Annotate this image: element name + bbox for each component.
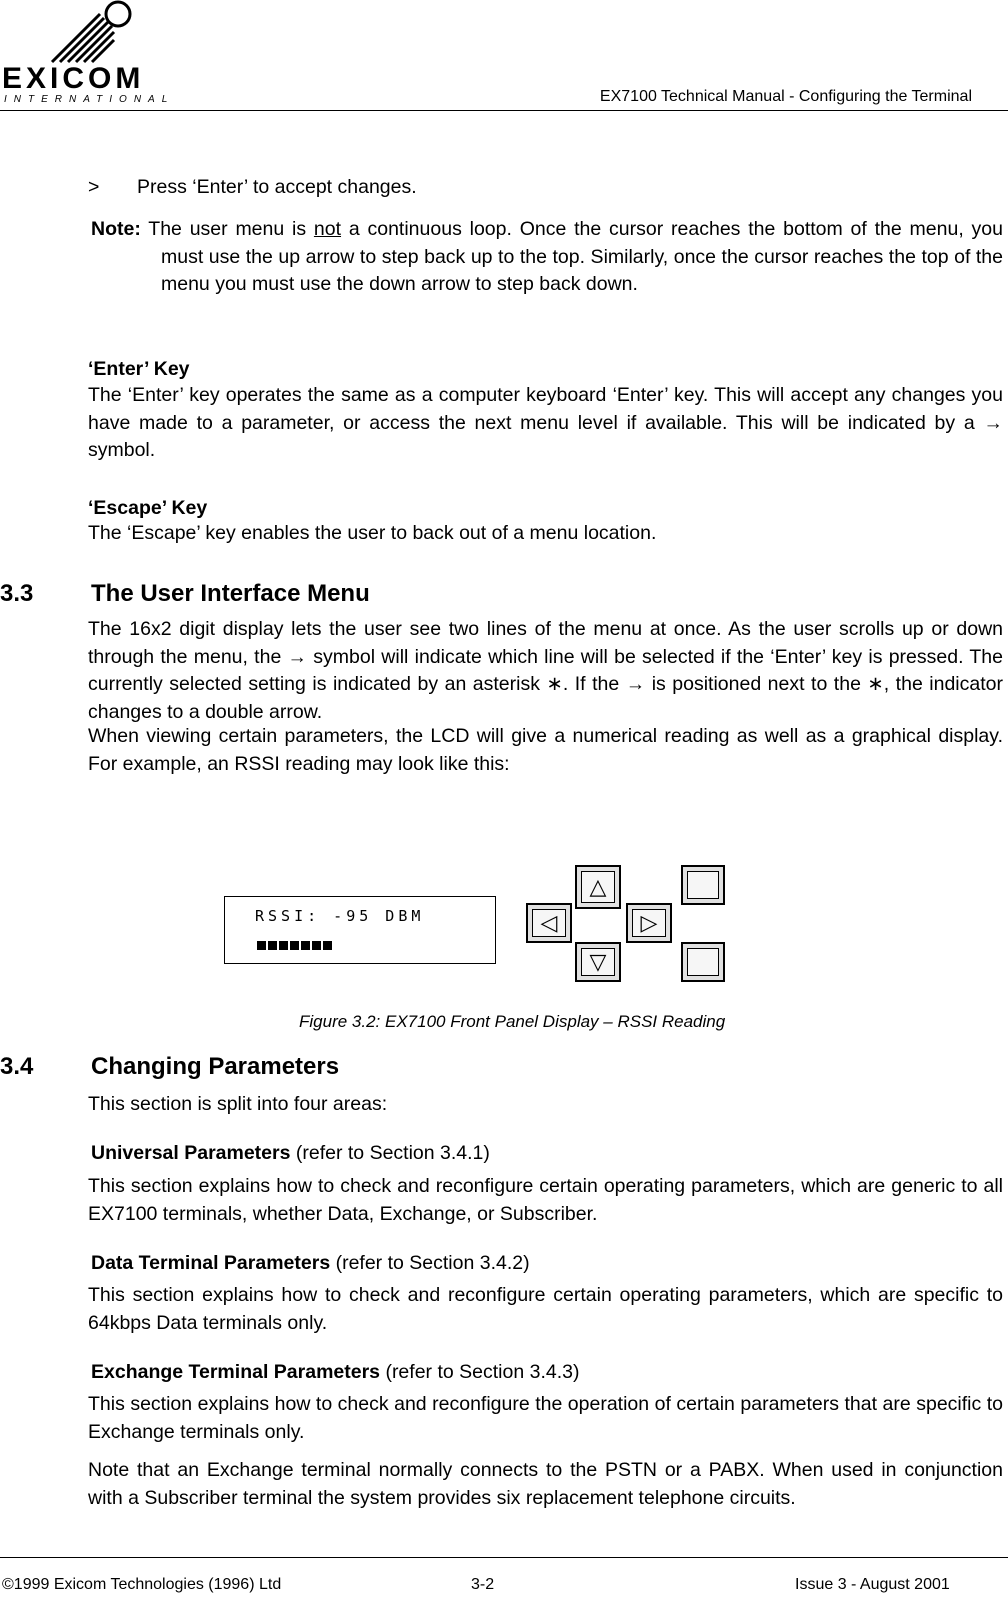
universal-heading-line	[91, 1140, 490, 1168]
lcd-signal-block	[301, 941, 310, 950]
bullet-text: Press ‘Enter’ to accept changes.	[137, 176, 417, 198]
escape-key-heading: ‘Escape’ Key	[88, 497, 208, 519]
down-arrow-icon: ▽	[589, 949, 607, 974]
document-header-title: EX7100 Technical Manual - Configuring the Terminal	[599, 88, 972, 105]
header-rule	[0, 110, 1008, 111]
right-arrow-icon: ▷	[640, 910, 658, 935]
down-arrow-key[interactable]	[575, 942, 621, 982]
universal-heading: Universal Parameters	[91, 1142, 291, 1164]
lcd-line-1: RSSI: -95 DBM	[255, 907, 425, 925]
section-3-4-number: 3.4	[0, 1053, 34, 1080]
section-3-4-title: Changing Parameters	[91, 1053, 340, 1080]
figure-caption: Figure 3.2: EX7100 Front Panel Display – RSSI Reading	[299, 1012, 726, 1031]
data-ref: (refer to Section 3.4.2)	[330, 1252, 530, 1274]
section-3-3-number: 3.3	[0, 580, 34, 607]
lcd-display	[224, 896, 496, 964]
escape-key-text: The ‘Escape’ key enables the user to back out of a menu location.	[88, 522, 657, 544]
logo-globe-icon	[40, 0, 136, 66]
up-arrow-key[interactable]	[575, 865, 621, 909]
section-3-3-title: The User Interface Menu	[91, 580, 370, 607]
up-arrow-icon: △	[589, 874, 607, 899]
note-underlined: not	[313, 218, 342, 240]
left-arrow-key[interactable]	[526, 903, 572, 943]
footer-page-number: 3-2	[471, 1576, 495, 1593]
note-pre: The user menu is	[140, 218, 314, 240]
exchange-text: This section explains how to check and reconfigure the operation of certain parameters that are specific to Exchange terminals only.	[88, 1393, 1003, 1443]
section-3-4-intro: This section is split into four areas:	[88, 1093, 388, 1115]
footer-copyright: ©1999 Exicom Technologies (1996) Ltd	[2, 1576, 282, 1593]
right-arrow-key[interactable]	[626, 903, 672, 943]
footer-issue: Issue 3 - August 2001	[795, 1576, 950, 1593]
note-post: a continuous loop. Once the cursor reaches the bottom of the menu, you must use the up arrow to step back up to the top. Similarly, once the cursor reaches the top of the menu you must use the down arrow to step back down.	[161, 218, 1003, 295]
universal-ref: (refer to Section 3.4.1)	[290, 1142, 490, 1164]
data-heading: Data Terminal Parameters	[91, 1252, 331, 1274]
exchange-heading-line	[91, 1359, 579, 1387]
lcd-signal-block	[312, 941, 321, 950]
lcd-signal-block	[323, 941, 332, 950]
enter-key-button[interactable]	[681, 865, 725, 905]
section-3-3-para1: The 16x2 digit display lets the user see two lines of the menu at once. As the user scrolls up or down through the menu, the → symbol will indicate which line will be selected if the ‘Enter’ key is pressed. The currently selected setting is indicated by an asterisk ∗. If the → is positioned next to the ∗, the indicator changes to a double arrow.	[88, 618, 1003, 723]
exchange-heading: Exchange Terminal Parameters	[91, 1361, 381, 1383]
enter-key-text: The ‘Enter’ key operates the same as a computer keyboard ‘Enter’ key. This will accept any changes you have made to a parameter, or access the next menu level if available. This will be indicated by a → symbol.	[88, 384, 1003, 461]
universal-text: This section explains how to check and reconfigure certain operating parameters, which are generic to all EX7100 terminals, whether Data, Exchange, or Subscriber.	[88, 1175, 1003, 1225]
lcd-signal-block	[279, 941, 288, 950]
footer-rule	[0, 1557, 1008, 1558]
logo-subtitle: INTERNATIONAL	[4, 94, 175, 105]
section-3-3-para2: When viewing certain parameters, the LCD will give a numerical reading as well as a graphical display. For example, an RSSI reading may look like this:	[88, 725, 1003, 775]
note-paragraph	[91, 216, 1003, 299]
note-label: Note:	[91, 218, 141, 240]
lcd-signal-block	[257, 941, 266, 950]
company-logo	[0, 0, 175, 108]
exchange-note: Note that an Exchange terminal normally connects to the PSTN or a PABX. When used in conjunction with a Subscriber terminal the system provides six replacement telephone circuits.	[88, 1459, 1003, 1509]
exchange-ref: (refer to Section 3.4.3)	[380, 1361, 580, 1383]
bullet-marker: >	[88, 176, 100, 198]
left-arrow-icon: ◁	[540, 910, 558, 935]
lcd-signal-bars	[257, 937, 334, 955]
enter-key-heading: ‘Enter’ Key	[88, 358, 190, 380]
lcd-signal-block	[290, 941, 299, 950]
lcd-signal-block	[268, 941, 277, 950]
data-text: This section explains how to check and reconfigure certain operating parameters, which are specific to 64kbps Data terminals only.	[88, 1284, 1003, 1334]
logo-wordmark: EXICOM	[2, 62, 145, 95]
data-heading-line	[91, 1250, 530, 1278]
escape-key-button[interactable]	[681, 942, 725, 982]
